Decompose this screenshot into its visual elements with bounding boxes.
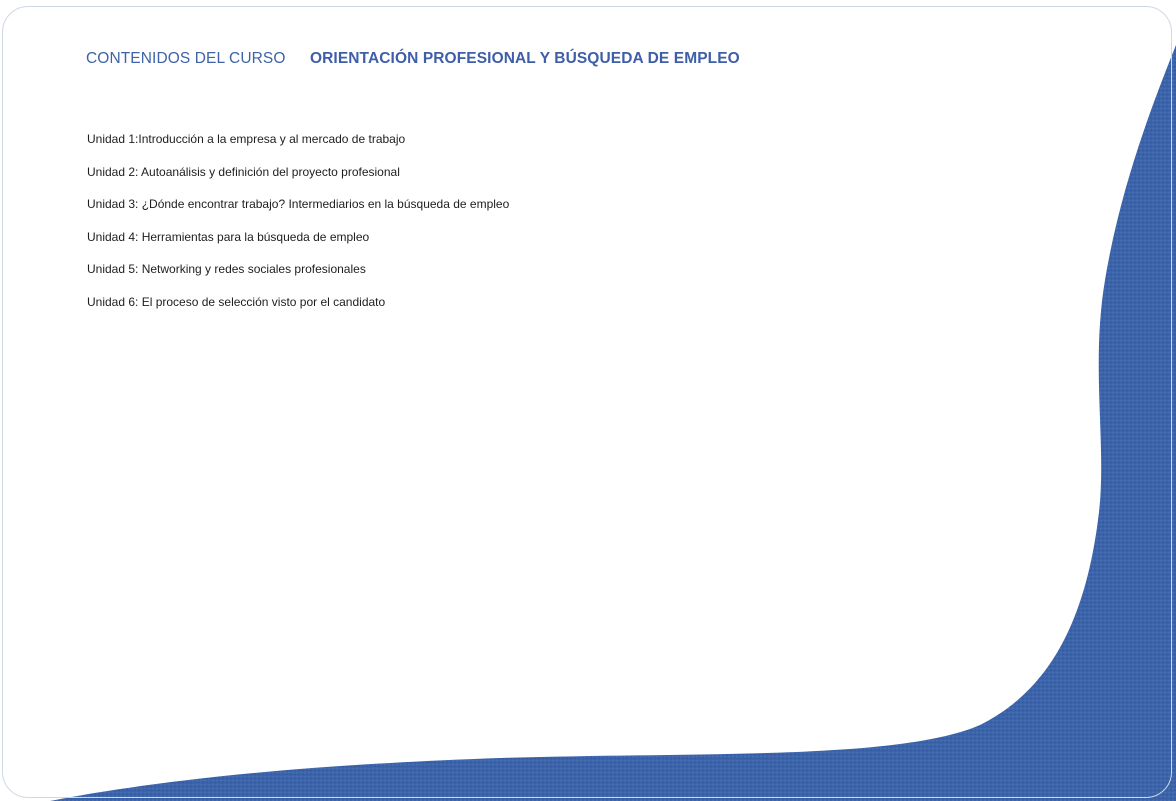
section-title: CONTENIDOS DEL CURSO bbox=[86, 50, 286, 67]
unit-item-3: Unidad 3: ¿Dónde encontrar trabajo? Intermediarios en la búsqueda de empleo bbox=[87, 197, 510, 211]
units-list bbox=[87, 132, 509, 327]
unit-item-5: Unidad 5: Networking y redes sociales profesionales bbox=[87, 262, 366, 276]
unit-item-1: Unidad 1:Introducción a la empresa y al mercado de trabajo bbox=[87, 132, 406, 146]
page-header bbox=[86, 50, 740, 68]
unit-item-4: Unidad 4: Herramientas para la búsqueda de empleo bbox=[87, 229, 370, 244]
unit-item-6: Unidad 6: El proceso de selección visto por el candidato bbox=[87, 294, 386, 309]
unit-item-2: Unidad 2: Autoanálisis y definición del proyecto profesional bbox=[87, 164, 400, 179]
course-title: ORIENTACIÓN PROFESIONAL Y BÚSQUEDA DE EMPLEO bbox=[309, 50, 740, 67]
